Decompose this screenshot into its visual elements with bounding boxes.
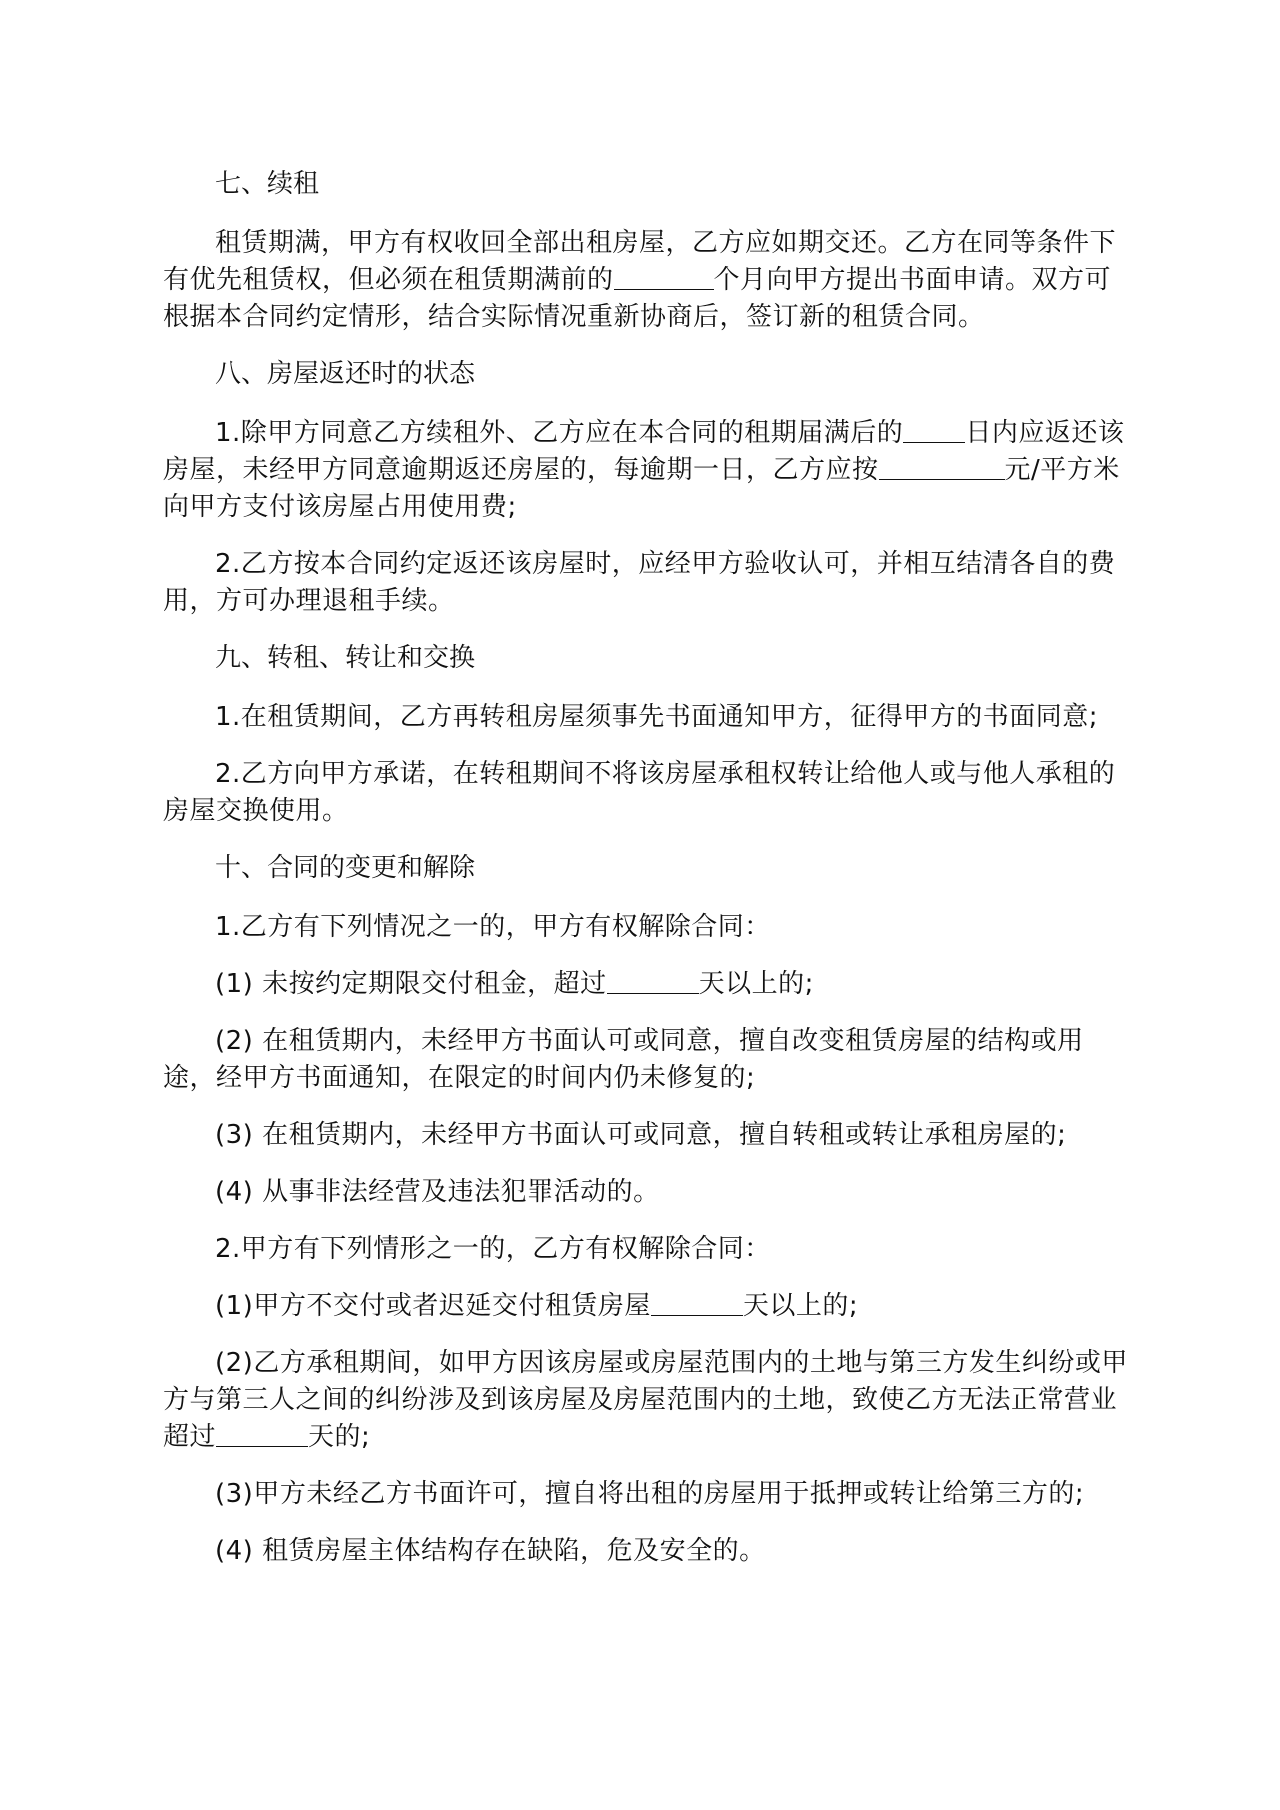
text: 元/平方米向甲方支付该房屋占用使用费; <box>163 455 1120 522</box>
section-9-heading: 九、转租、转让和交换 <box>215 643 476 673</box>
section-10-item-2-4: (4) 租赁房屋主体结构存在缺陷，危及安全的。 <box>215 1536 766 1566</box>
fill-in-blank[interactable] <box>651 1289 743 1316</box>
text: (1)甲方不交付或者迟延交付租赁房屋 <box>215 1291 651 1321</box>
document-page <box>163 166 1135 1590</box>
fill-in-blank[interactable] <box>216 1420 308 1447</box>
text: 天的; <box>308 1422 371 1452</box>
section-10-item-1-4: (4) 从事非法经营及违法犯罪活动的。 <box>215 1177 660 1207</box>
section-8-heading: 八、房屋返还时的状态 <box>215 359 476 389</box>
section-9-item-2: 2.乙方向甲方承诺，在转租期间不将该房屋承租权转让给他人或与他人承租的房屋交换使用。 <box>163 759 1116 826</box>
text: (2)乙方承租期间，如甲方因该房屋或房屋范围内的土地与第三方发生纠纷或甲方与第三人之间的纠纷涉及到该房屋及房屋范围内的土地，致使乙方无法正常营业超过 <box>163 1348 1128 1452</box>
section-8-item-2: 2.乙方按本合同约定返还该房屋时，应经甲方验收认可，并相互结清各自的费用，方可办理退租手续。 <box>163 549 1116 616</box>
fill-in-blank[interactable] <box>903 416 965 443</box>
fill-in-blank[interactable] <box>879 453 1005 480</box>
section-10-item-1-1 <box>163 966 1135 1003</box>
section-7-paragraph <box>163 225 1135 336</box>
section-10-item-2-3: (3)甲方未经乙方书面许可，擅自将出租的房屋用于抵押或转让给第三方的; <box>215 1479 1085 1509</box>
text: 天以上的; <box>742 1291 859 1321</box>
text: (1) 未按约定期限交付租金，超过 <box>215 969 607 999</box>
section-8-item-1 <box>163 415 1135 526</box>
text: 1.除甲方同意乙方续租外、乙方应在本合同的租期届满后的 <box>215 418 904 448</box>
text: 租赁期满，甲方有权收回全部出租房屋，乙方应如期交还。乙方在同等条件下有优先租赁权，但必须在租赁期满前的 <box>163 228 1117 295</box>
section-7-heading: 七、续租 <box>215 169 320 199</box>
section-10-item-1-2: (2) 在租赁期内，未经甲方书面认可或同意，擅自改变租赁房屋的结构或用途，经甲方书面通知，在限定的时间内仍未修复的; <box>163 1026 1084 1093</box>
section-9-item-1: 1.在租赁期间，乙方再转租房屋须事先书面通知甲方，征得甲方的书面同意; <box>215 702 1099 732</box>
section-10-item-2-2 <box>163 1345 1135 1456</box>
section-10-item-1-3: (3) 在租赁期内，未经甲方书面认可或同意，擅自转租或转让承租房屋的; <box>215 1120 1067 1150</box>
text: 个月向甲方提出书面申请。双方可根据本合同约定情形，结合实际情况重新协商后，签订新的租赁合同。 <box>163 265 1112 332</box>
section-10-item-1: 1.乙方有下列情况之一的，甲方有权解除合同： <box>215 912 771 942</box>
section-10-item-2: 2.甲方有下列情形之一的，乙方有权解除合同： <box>215 1234 771 1264</box>
fill-in-blank[interactable] <box>607 967 699 994</box>
fill-in-blank[interactable] <box>614 263 714 290</box>
section-10-heading: 十、合同的变更和解除 <box>215 853 476 883</box>
text: 天以上的; <box>698 969 814 999</box>
section-10-item-2-1 <box>163 1288 1135 1325</box>
text: 日内应返还该房屋，未经甲方同意逾期返还房屋的，每逾期一日，乙方应按 <box>163 418 1125 485</box>
